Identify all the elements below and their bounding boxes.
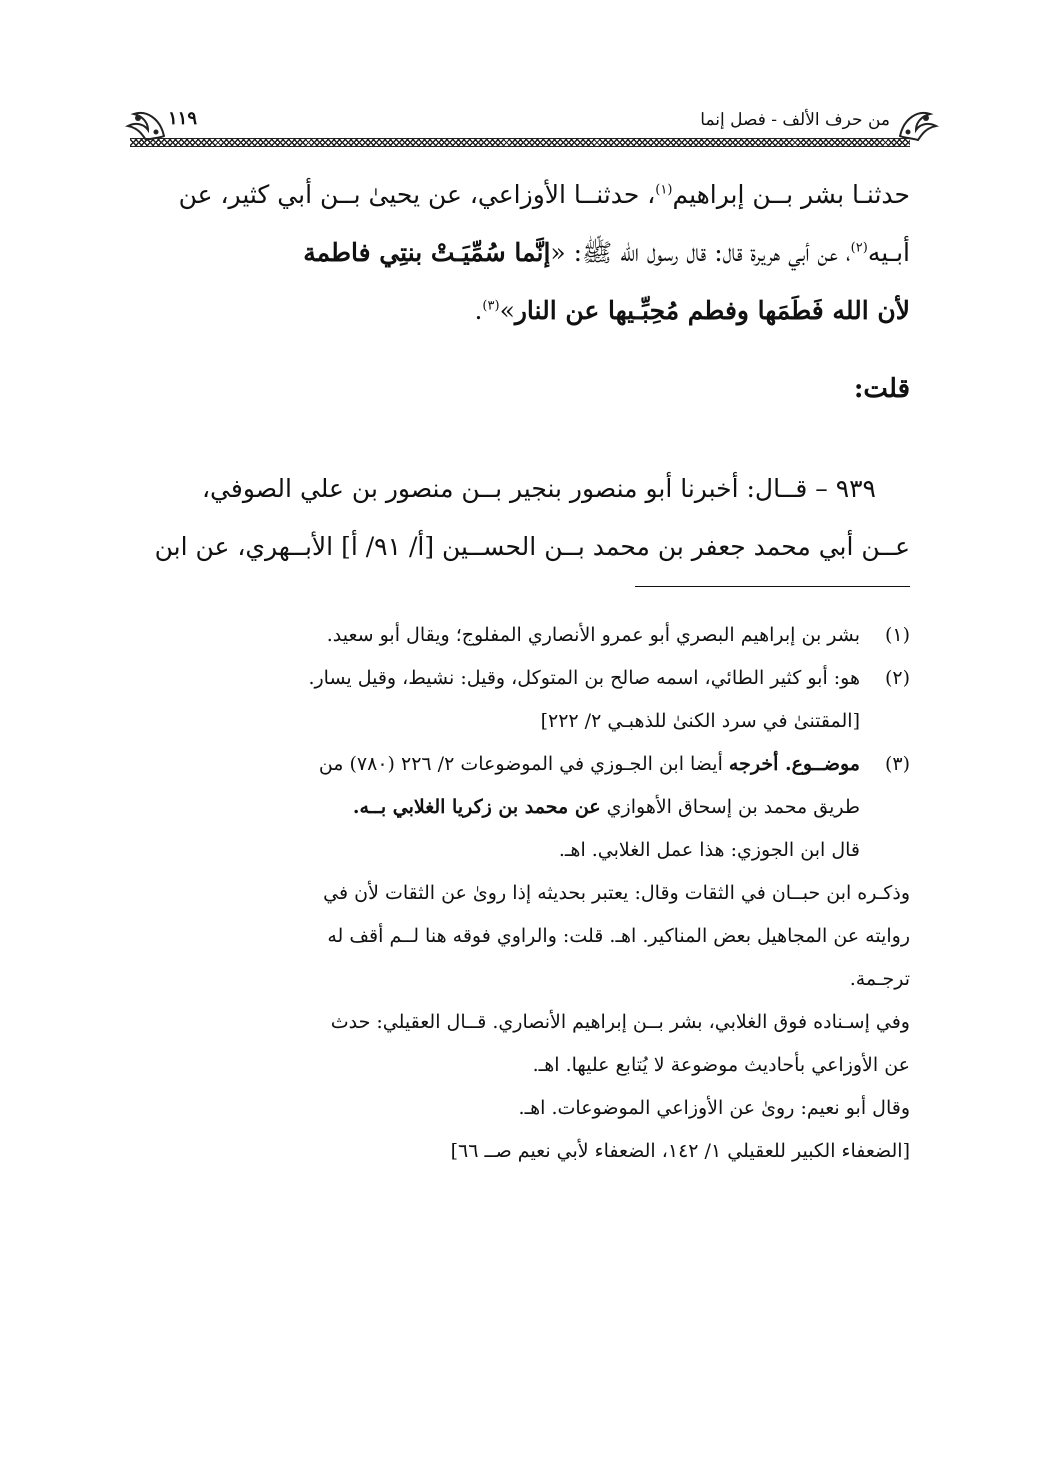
footnote-number: (١) xyxy=(884,624,910,646)
footnote-number: (٢) xyxy=(884,667,910,689)
hadith-line xyxy=(130,282,910,340)
running-header xyxy=(130,100,910,144)
hadith-text: أبـيه xyxy=(867,238,910,267)
period: . xyxy=(474,296,483,325)
footnote-ref[interactable]: (١) xyxy=(655,182,673,198)
hadith-matn: لأن الله فَطَمَها وفطم مُحِبِّـيها عن النار xyxy=(514,296,910,325)
running-header-title: من حرف الألف - فصل إنما xyxy=(700,110,890,130)
footnote-bold: موضــوع. أخرجه xyxy=(728,753,860,775)
footnote-text: عن الأوزاعي بأحاديث موضوعة لا يُتابع عليها. اهـ. xyxy=(532,1054,910,1076)
isnad-line: عــن أبي محمد جعفر بن محمد بــن الحســين [أ/ ٩١/ أ] الأبــهري، عن ابن xyxy=(154,532,910,561)
footnote-separator xyxy=(635,586,910,587)
footnotes xyxy=(130,614,910,1173)
footnote-text: بشر بن إبراهيم البصري أبو عمرو الأنصاري المفلوج؛ ويقال أبو سعيد. xyxy=(326,624,860,646)
footnote-2 xyxy=(130,657,910,743)
footnote-text: وقال أبو نعيم: روىٰ عن الأوزاعي الموضوعات. اهـ. xyxy=(518,1097,910,1119)
footnote-text: وذكـره ابن حبــان في الثقات وقال: يعتبر بحديثه إذا روىٰ عن الثقات لأن في xyxy=(323,882,910,904)
footnote-1 xyxy=(130,614,910,657)
hadith-text: ، عن أبي هريرة قال: قال رسول الله ﷺ: « xyxy=(550,238,851,267)
footnote-text: روايته عن المجاهيل بعض المناكير. اهـ. قلت: والراوي فوقه هنا لــم أقف له xyxy=(327,925,910,947)
footnote-text: وفي إسـناده فوق الغلابي، بشر بــن إبراهيم الأنصاري. قــال العقيلي: حدث xyxy=(330,1011,910,1033)
footnote-bold: عن محمد بن زكريا الغلابي بــه. xyxy=(352,796,601,818)
hadith-text: ، حدثنــا الأوزاعي، عن يحيىٰ بــن أبي كثير، عن xyxy=(178,180,656,209)
footnote-ref[interactable]: (٣) xyxy=(482,298,500,314)
footnote-number: (٣) xyxy=(884,753,910,775)
hadith-line xyxy=(130,224,910,282)
footnote-text: ترجـمة. xyxy=(849,968,910,990)
footnote-text xyxy=(130,743,860,786)
quote-close: » xyxy=(499,296,515,325)
hadith-line xyxy=(130,166,910,224)
footnote-text: قال ابن الجوزي: هذا عمل الغلابي. اهـ. xyxy=(558,839,860,861)
footnote-3 xyxy=(130,743,910,1173)
isnad-line: ٩٣٩ – قــال: أخبرنا أبو منصور بنجير بــن منصور بن علي الصوفي، xyxy=(201,474,876,503)
header-ornamental-rule xyxy=(130,138,910,147)
hadith-matn: إنَّما سُمِّيَـتْ بنتِي فاطمة xyxy=(303,238,551,267)
ornament-right-icon xyxy=(896,106,940,142)
footnote-text xyxy=(130,786,860,829)
footnote-text: هو: أبو كثير الطائي، اسمه صالح بن المتوكل، وقيل: نشيط، وقيل يسار. xyxy=(308,667,860,689)
footnote-text-run: أيضا ابن الجـوزي في الموضوعات ٢/ ٢٢٦ (٧٨٠) من xyxy=(318,753,723,775)
footnote-text-run: طريق محمد بن إسحاق الأهوازي xyxy=(606,796,860,818)
ornament-left-icon xyxy=(124,106,168,142)
qult-heading: قلت: xyxy=(853,374,910,404)
footnote-ref[interactable]: (٢) xyxy=(850,240,868,256)
footnote-source: [الضعفاء الكبير للعقيلي ١/ ١٤٢، الضعفاء لأبي نعيم صــ ٦٦] xyxy=(450,1140,910,1162)
isnad-paragraph xyxy=(130,460,910,576)
hadith-text: حدثنـا بشر بــن إبراهيم xyxy=(672,180,910,209)
page-number: ١١٩ xyxy=(168,108,198,129)
hadith-paragraph xyxy=(130,166,910,340)
footnote-source: [المقتنىٰ في سرد الكنىٰ للذهبـي ٢/ ٢٢٢] xyxy=(540,710,860,732)
